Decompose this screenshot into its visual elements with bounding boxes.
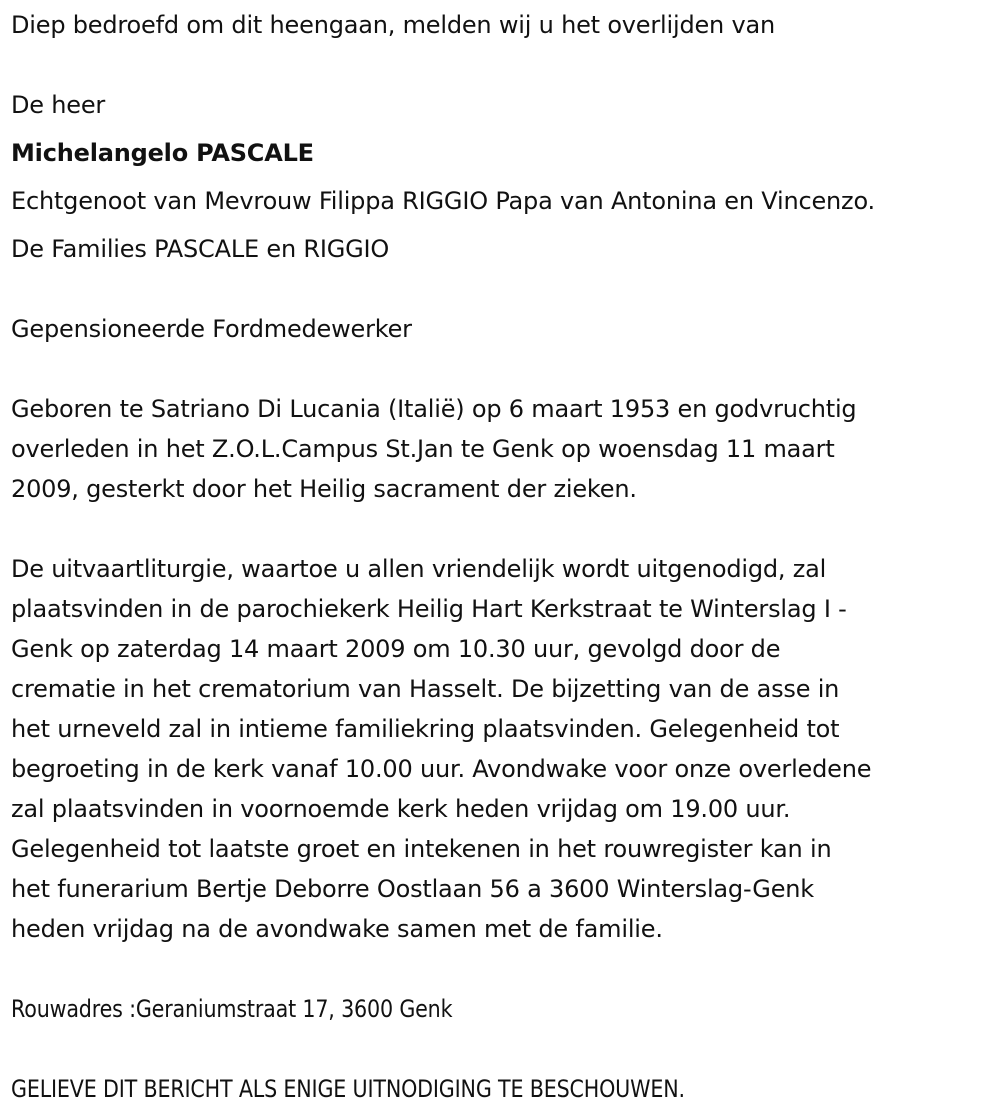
closing-statement: GELIEVE DIT BERICHT ALS ENIGE UITNODIGING TE BESCHOUWEN. — [11, 1075, 685, 1103]
paragraph-line: heden vrijdag na de avondwake samen met de familie. — [11, 915, 663, 943]
families-line: De Families PASCALE en RIGGIO — [11, 235, 390, 263]
paragraph-line: het urneveld zal in intieme familiekring plaatsvinden. Gelegenheid tot — [11, 715, 840, 743]
deceased-name: Michelangelo PASCALE — [11, 139, 314, 167]
paragraph-line: plaatsvinden in de parochiekerk Heilig Hart Kerkstraat te Winterslag I - — [11, 595, 847, 623]
intro-text: Diep bedroefd om dit heengaan, melden wij u het overlijden van — [11, 11, 776, 39]
paragraph-line: Genk op zaterdag 14 maart 2009 om 10.30 uur, gevolgd door de — [11, 635, 781, 663]
occupation: Gepensioneerde Fordmedewerker — [11, 315, 412, 343]
mourning-address: Rouwadres :Geraniumstraat 17, 3600 Genk — [11, 995, 453, 1023]
paragraph-line: zal plaatsvinden in voornoemde kerk heden vrijdag om 19.00 uur. — [11, 795, 791, 823]
paragraph-line: het funerarium Bertje Deborre Oostlaan 56 a 3600 Winterslag-Genk — [11, 875, 814, 903]
paragraph-line: overleden in het Z.O.L.Campus St.Jan te Genk op woensdag 11 maart — [11, 435, 835, 463]
paragraph-line: crematie in het crematorium van Hasselt. De bijzetting van de asse in — [11, 675, 840, 703]
paragraph-line: De uitvaartliturgie, waartoe u allen vriendelijk wordt uitgenodigd, zal — [11, 555, 827, 583]
spouse-line: Echtgenoot van Mevrouw Filippa RIGGIO Papa van Antonina en Vincenzo. — [11, 187, 875, 215]
paragraph-line: 2009, gesterkt door het Heilig sacrament der zieken. — [11, 475, 637, 503]
paragraph-line: Gelegenheid tot laatste groet en intekenen in het rouwregister kan in — [11, 835, 832, 863]
paragraph-line: Geboren te Satriano Di Lucania (Italië) op 6 maart 1953 en godvruchtig — [11, 395, 857, 423]
salutation: De heer — [11, 91, 106, 119]
paragraph-line: begroeting in de kerk vanaf 10.00 uur. Avondwake voor onze overledene — [11, 755, 872, 783]
